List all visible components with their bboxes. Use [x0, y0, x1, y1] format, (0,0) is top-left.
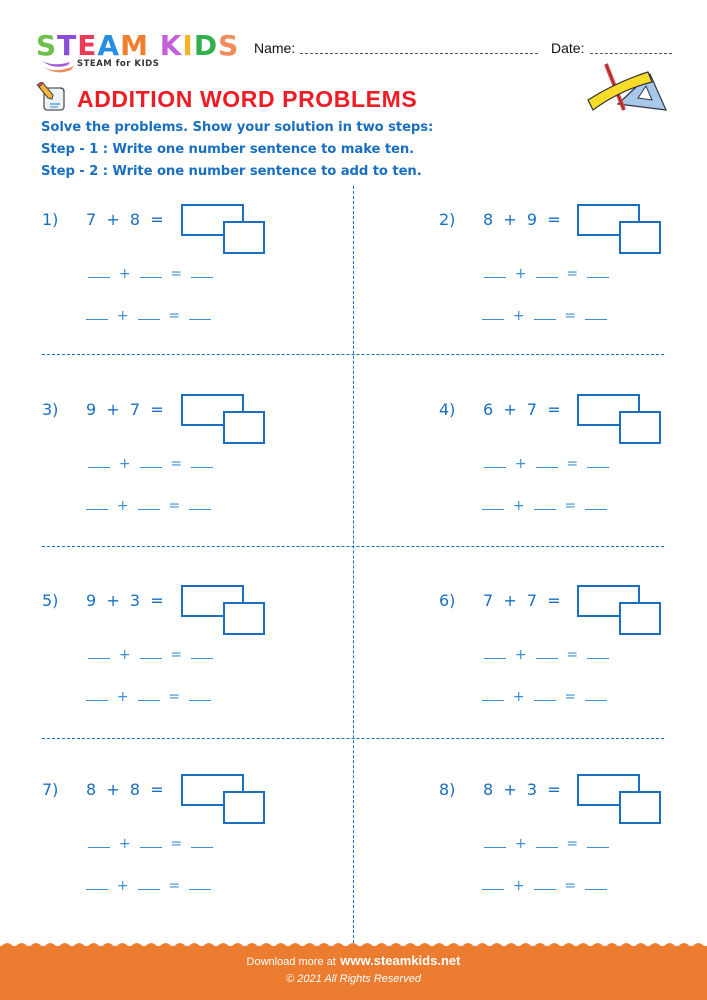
answer-blank[interactable] — [86, 878, 108, 890]
answer-box-ones[interactable] — [223, 411, 265, 444]
answer-blank[interactable] — [189, 498, 211, 510]
logo-letter: I — [182, 29, 194, 62]
problem-equation: 8 + 8 = — [86, 780, 164, 799]
step-2-sentence[interactable]: + = — [482, 308, 607, 324]
instruction-step-1: Step - 1 : Write one number sentence to make ten. — [41, 142, 415, 157]
problem-equation: 7 + 8 = — [86, 210, 164, 229]
answer-blank[interactable] — [536, 836, 558, 848]
pencil-paper-icon — [36, 82, 68, 112]
footer-banner — [0, 946, 707, 1000]
answer-blank[interactable] — [585, 308, 607, 320]
answer-blank[interactable] — [138, 498, 160, 510]
date-field[interactable] — [590, 53, 672, 54]
answer-box-ones[interactable] — [223, 221, 265, 254]
answer-blank[interactable] — [138, 689, 160, 701]
answer-blank[interactable] — [585, 689, 607, 701]
step-2-sentence[interactable]: + = — [86, 878, 211, 894]
problem-1 — [42, 210, 342, 370]
problem-number: 1) — [42, 210, 59, 229]
step-2-sentence[interactable]: + = — [86, 498, 211, 514]
answer-blank[interactable] — [140, 836, 162, 848]
answer-blank[interactable] — [189, 689, 211, 701]
answer-blank[interactable] — [88, 266, 110, 278]
logo-letter — [149, 31, 160, 61]
logo-letter: S — [218, 29, 240, 62]
answer-blank[interactable] — [88, 647, 110, 659]
answer-blank[interactable] — [88, 456, 110, 468]
problem-7 — [42, 780, 342, 940]
problem-3 — [42, 400, 342, 560]
answer-box-ones[interactable] — [223, 791, 265, 824]
logo-wordmark — [36, 31, 239, 61]
answer-blank[interactable] — [191, 647, 213, 659]
problem-number: 5) — [42, 591, 59, 610]
problem-equation: 9 + 3 = — [86, 591, 164, 610]
answer-blank[interactable] — [484, 456, 506, 468]
problem-number: 6) — [439, 591, 456, 610]
date-label: Date: — [551, 40, 585, 56]
answer-blank[interactable] — [191, 266, 213, 278]
step-1-sentence[interactable]: + = — [88, 836, 213, 852]
answer-blank[interactable] — [86, 308, 108, 320]
answer-blank[interactable] — [536, 647, 558, 659]
step-2-sentence[interactable]: + = — [86, 308, 211, 324]
answer-blank[interactable] — [88, 836, 110, 848]
step-1-sentence[interactable]: + = — [88, 647, 213, 663]
answer-blank[interactable] — [482, 689, 504, 701]
logo-tagline: STEAM for KIDS — [77, 59, 160, 69]
problem-equation: 7 + 7 = — [483, 591, 561, 610]
logo-letter: M — [120, 29, 149, 62]
answer-box-ones[interactable] — [619, 411, 661, 444]
problem-number: 8) — [439, 780, 456, 799]
answer-blank[interactable] — [189, 878, 211, 890]
name-field[interactable] — [300, 53, 538, 54]
footer-url-link[interactable]: www.steamkids.net — [340, 953, 461, 968]
answer-blank[interactable] — [191, 836, 213, 848]
answer-blank[interactable] — [484, 266, 506, 278]
problem-equation: 6 + 7 = — [483, 400, 561, 419]
answer-blank[interactable] — [534, 308, 556, 320]
answer-blank[interactable] — [482, 878, 504, 890]
answer-blank[interactable] — [189, 308, 211, 320]
problem-8 — [439, 780, 707, 940]
logo-letter: D — [193, 29, 219, 62]
footer-download-line — [0, 952, 707, 970]
answer-blank[interactable] — [86, 498, 108, 510]
step-2-sentence[interactable]: + = — [482, 689, 607, 705]
logo-letter: A — [97, 29, 121, 62]
logo-letter: K — [159, 29, 183, 62]
answer-blank[interactable] — [484, 836, 506, 848]
logo-letter: E — [77, 29, 98, 62]
answer-blank[interactable] — [587, 647, 609, 659]
step-2-sentence[interactable]: + = — [482, 498, 607, 514]
answer-blank[interactable] — [587, 266, 609, 278]
logo-letter: T — [57, 29, 78, 62]
answer-box-ones[interactable] — [619, 791, 661, 824]
step-2-sentence[interactable]: + = — [86, 689, 211, 705]
instruction-main: Solve the problems. Show your solution in two steps: — [41, 120, 434, 135]
step-1-sentence[interactable]: + = — [88, 456, 213, 472]
problem-6 — [439, 591, 707, 751]
answer-blank[interactable] — [482, 498, 504, 510]
instruction-step-2: Step - 2 : Write one number sentence to add to ten. — [41, 164, 422, 179]
problem-number: 4) — [439, 400, 456, 419]
ruler-pencil-triangle-icon — [586, 60, 672, 116]
footer-download-prefix: Download more at — [246, 956, 336, 968]
step-1-sentence[interactable]: + = — [484, 836, 609, 852]
problem-number: 7) — [42, 780, 59, 799]
problem-equation: 9 + 7 = — [86, 400, 164, 419]
answer-blank[interactable] — [585, 498, 607, 510]
step-2-sentence[interactable]: + = — [482, 878, 607, 894]
problem-equation: 8 + 3 = — [483, 780, 561, 799]
answer-blank[interactable] — [86, 689, 108, 701]
problem-2 — [439, 210, 707, 370]
logo-swoosh-icon — [40, 59, 80, 75]
answer-blank[interactable] — [585, 878, 607, 890]
answer-blank[interactable] — [191, 456, 213, 468]
answer-blank[interactable] — [534, 689, 556, 701]
step-1-sentence[interactable]: + = — [88, 266, 213, 282]
answer-blank[interactable] — [534, 878, 556, 890]
problem-5 — [42, 591, 342, 751]
answer-blank[interactable] — [138, 308, 160, 320]
problem-number: 2) — [439, 210, 456, 229]
answer-box-ones[interactable] — [619, 221, 661, 254]
problem-4 — [439, 400, 707, 560]
answer-blank[interactable] — [140, 266, 162, 278]
step-1-sentence[interactable]: + = — [484, 647, 609, 663]
footer-copyright: © 2021 All Rights Reserved — [286, 973, 421, 985]
answer-blank[interactable] — [587, 456, 609, 468]
answer-blank[interactable] — [138, 878, 160, 890]
problem-equation: 8 + 9 = — [483, 210, 561, 229]
logo-letter: S — [36, 29, 58, 62]
answer-blank[interactable] — [536, 456, 558, 468]
name-label: Name: — [254, 40, 296, 56]
answer-blank[interactable] — [482, 308, 504, 320]
answer-blank[interactable] — [484, 647, 506, 659]
page-title: ADDITION WORD PROBLEMS — [77, 86, 418, 112]
answer-blank[interactable] — [140, 456, 162, 468]
step-1-sentence[interactable]: + = — [484, 456, 609, 472]
steam-kids-logo — [36, 29, 240, 75]
answer-blank[interactable] — [587, 836, 609, 848]
problem-number: 3) — [42, 400, 59, 419]
answer-blank[interactable] — [534, 498, 556, 510]
answer-blank[interactable] — [536, 266, 558, 278]
step-1-sentence[interactable]: + = — [484, 266, 609, 282]
column-divider — [353, 186, 354, 943]
answer-blank[interactable] — [140, 647, 162, 659]
answer-box-ones[interactable] — [619, 602, 661, 635]
answer-box-ones[interactable] — [223, 602, 265, 635]
